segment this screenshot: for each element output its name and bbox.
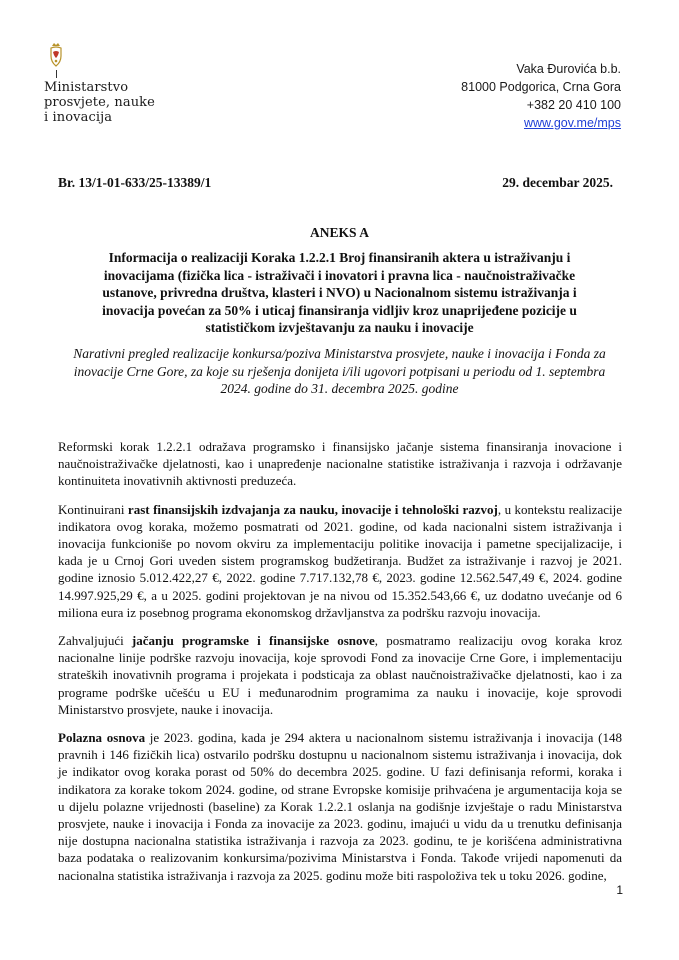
- ministry-name-line2: prosvjete, nauke: [44, 95, 155, 110]
- annex-title: ANEKS A: [310, 225, 369, 240]
- contact-block: [461, 60, 621, 132]
- paragraph-budget-lead: Kontinuirani: [58, 501, 128, 517]
- ministry-logo: [44, 42, 204, 125]
- body-text: [58, 438, 622, 895]
- ministry-name-line1: Ministarstvo: [44, 80, 129, 95]
- paragraph-budget: [58, 501, 622, 621]
- contact-city: 81000 Podgorica, Crna Gora: [461, 80, 621, 94]
- paragraph-budget-text: , u kontekstu realizacije indikatora ovog koraka, možemo posmatrati od 2021. godine, od kada nacionalni sistem istraživanja i inovacija funkcioniše po novom okviru za implementaciju politike inovacija i pametne specijalizacije, i kada je u Crnoj Gori uveden sistem programskog budžetiranja. Budžet za istraživanje i razvoj je 2021. godine iznosio 5.012.422,27 €, 2022. godine 7.717.132,78 €, 2023. godine 12.562.547,49 €, 2024. godine 14.997.925,29 €, a u 2025. godini projektovan je na nivou od 15.352.543,66 €, uz dodatno uvećanje od 6 miliona eura iz posebnog programa ekonomskog državljanstva za podršku razvoju inovacija.: [58, 501, 622, 620]
- paragraph-programs-lead: Zahvaljujući: [58, 633, 132, 649]
- paragraph-programs-emphasis: jačanju programske i finansijske osnove: [131, 633, 375, 649]
- contact-phone: +382 20 410 100: [526, 98, 621, 112]
- page-number: 1: [616, 883, 623, 897]
- paragraph-intro: Reformski korak 1.2.2.1 odražava programsko i finansijsko jačanje sistema finansiranja inovacione i naučnoistraživačke djelatnosti, kao i unapređenje nacionalne statistike istraživanja i razvoja i održavanje kontinuiteta inovativnih aktivnosti preduzeća.: [58, 439, 622, 489]
- subtitle: Narativni pregled realizacije konkursa/poziva Ministarstva prosvjete, nauke i inovacija i Fonda za inovacije Crne Gore, za koje su rješenja donijeta i/ili ugovori potpisani u periodu od 1. septembra 2024. godine do 31. decembra 2025. godine: [73, 346, 606, 397]
- contact-website-link[interactable]: www.gov.me/mps: [523, 116, 621, 130]
- paragraph-programs-text: , posmatramo realizaciju ovog koraka kroz nacionalne linije podrške razvoju inovacija, koje sprovodi Fond za inovacije Crne Gore, i implementaciju strateških inovativnih programa i projekata i podsticaja za oblast naučnoistraživačke djelatnosti, kao i za programe podrške učešću u EU i međunarodnim programima za nauku i inovacije, koje sprovodi Ministarstvo prosvjete, nauke i inovacija.: [58, 633, 622, 717]
- ministry-name-line3: i inovacija: [44, 110, 113, 125]
- ministry-name: [44, 80, 204, 125]
- paragraph-programs: [58, 632, 622, 718]
- paragraph-budget-emphasis: rast finansijskih izdvajanja za nauku, inovacije i tehnološki razvoj: [127, 501, 498, 517]
- paragraph-baseline-text: je 2023. godina, kada je 294 aktera u nacionalnom sistemu istraživanja i inovacija (148 pravnih i 146 fizičkih lica) ostvarilo podršku dostupnu u nacionalnom sistemu istraživanja i inovacija, dok je indikator ovog koraka porast od 50% do decembra 2025. godine. U fazi definisanja reformi, koraka i indikatora za korake tokom 2024. godine, od strane Evropske komisije prihvaćena je argumentacija koja se u dijelu polazne vrijednosti (baseline) za Korak 1.2.2.1 oslanja na godišnje izvještaje o radu Ministarstva prosvjete, nauke i inovacija i Fonda za inovacije za 2023. godinu, imajući u vidu da u trenutku definisanja nije dostupna nacionalna statistika istraživanja i razvoja za 2023. godinu, te je korišćena administrativna baza podataka o realizovanim konkursima/pozivima Ministarstva i Fonda. Takođe vrijedi napomenuti da nacionalna statistika istraživanja i razvoja za 2025. godinu može biti raspoloživa tek u toku 2026. godine,: [58, 730, 623, 883]
- montenegro-crest-icon: [46, 42, 66, 68]
- paragraph-baseline: [58, 729, 622, 884]
- main-title: Informacija o realizaciji Koraka 1.2.2.1 Broj finansiranih aktera u istraživanju i inovacijama (fizička lica - istraživači i inovatori i pravna lica - naučnoistraživačke ustanove, privredna društva, klasteri i NVO) u Nacionalnom sistemu istraživanja i inovacija povećan za 50% i uticaj finansiranja vidljiv kroz unaprijeđene pozicije u statističkom izvještavanju za nauku i inovacije: [102, 250, 577, 336]
- contact-address: Vaka Đurovića b.b.: [516, 62, 621, 76]
- paragraph-baseline-emphasis: Polazna osnova: [58, 730, 146, 746]
- logo-divider: [56, 70, 57, 78]
- document-date: 29. decembar 2025.: [502, 175, 613, 190]
- reference-number: Br. 13/1-01-633/25-13389/1: [58, 175, 212, 190]
